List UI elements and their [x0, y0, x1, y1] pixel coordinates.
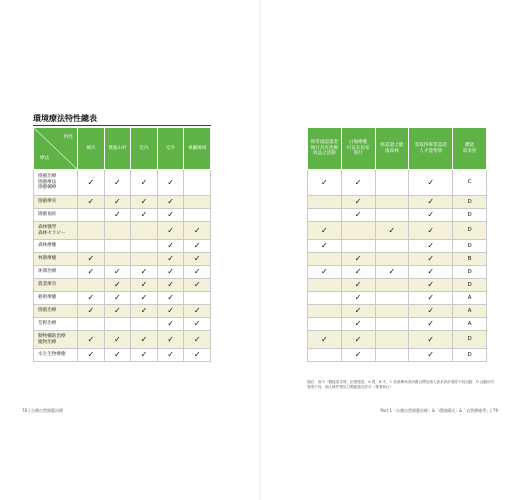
check-cell: ✓	[78, 253, 105, 266]
check-cell: ✓	[131, 196, 158, 209]
check-cell: ✓	[375, 222, 409, 240]
check-cell	[131, 222, 158, 240]
check-cell: ✓	[409, 266, 453, 279]
check-cell	[184, 196, 211, 209]
check-cell	[104, 318, 131, 331]
check-cell	[184, 209, 211, 222]
fitness-grade: C	[453, 170, 487, 196]
check-cell: ✓	[409, 318, 453, 331]
check-cell: ✓	[409, 209, 453, 222]
check-cell: ✓	[157, 253, 184, 266]
check-cell	[104, 222, 131, 240]
check-cell: ✓	[157, 266, 184, 279]
check-cell: ✓	[78, 292, 105, 305]
check-cell	[308, 209, 342, 222]
check-cell: ✓	[157, 318, 184, 331]
fitness-grade: D	[453, 209, 487, 222]
check-cell	[308, 318, 342, 331]
therapy-name: 藝術療癒	[34, 292, 78, 305]
check-cell: ✓	[104, 305, 131, 318]
table-footnote: 備註：表中「體能需求度」依照強度，A 強、B 中、C 依照參與者治療目標及個人需求設計強度不同活動、D 活動形式強度不同，個人條件帶出打體能強各許可（專業執行）	[307, 380, 495, 390]
fitness-grade: D	[453, 266, 487, 279]
check-cell: ✓	[104, 266, 131, 279]
table-row	[308, 196, 487, 209]
check-cell: ✓	[341, 170, 375, 196]
check-cell	[375, 253, 409, 266]
check-cell	[341, 240, 375, 253]
therapy-name: 林園療癒	[34, 253, 78, 266]
check-cell: ✓	[409, 240, 453, 253]
check-cell: ✓	[131, 209, 158, 222]
check-cell: ✓	[184, 266, 211, 279]
check-cell: ✓	[341, 253, 375, 266]
check-cell	[375, 305, 409, 318]
fitness-grade: D	[453, 331, 487, 349]
therapy-name: 休閒治療	[34, 266, 78, 279]
check-cell: ✓	[409, 253, 453, 266]
page-title: 環境療法特性總表	[33, 114, 97, 123]
table-row	[34, 279, 211, 292]
corner-label-attribute: 特性	[63, 135, 73, 140]
therapy-name: 森林療癒	[34, 240, 78, 253]
page-gutter	[258, 0, 262, 500]
check-cell: ✓	[78, 170, 105, 196]
therapy-name: 荒野治療	[34, 318, 78, 331]
check-cell: ✓	[184, 349, 211, 362]
check-cell: ✓	[184, 279, 211, 292]
check-cell: ✓	[375, 266, 409, 279]
check-cell: ✓	[104, 279, 131, 292]
therapy-name: 園藝治療	[34, 305, 78, 318]
fitness-grade: A	[453, 292, 487, 305]
col-header-dedicated: 專屬場域	[184, 128, 211, 170]
check-cell: ✓	[341, 331, 375, 349]
check-cell	[308, 305, 342, 318]
check-cell: ✓	[341, 279, 375, 292]
check-cell: ✓	[409, 279, 453, 292]
therapy-name: 園藝療育	[34, 196, 78, 209]
check-cell: ✓	[409, 170, 453, 196]
left-header-row	[34, 128, 211, 170]
check-cell: ✓	[341, 266, 375, 279]
check-cell: ✓	[104, 349, 131, 362]
table-row	[34, 196, 211, 209]
fitness-grade: A	[453, 305, 487, 318]
check-cell: ✓	[104, 292, 131, 305]
check-cell: ✓	[341, 349, 375, 362]
table-row	[308, 209, 487, 222]
check-cell	[78, 318, 105, 331]
col-header-fitness: 體能 需求度	[453, 128, 487, 170]
therapy-name: 水生生物療癒	[34, 349, 78, 362]
col-header-certified-forest: 經認證之健 康森林	[375, 128, 409, 170]
table-row	[308, 318, 487, 331]
fitness-grade: D	[453, 222, 487, 240]
check-cell	[131, 253, 158, 266]
check-cell: ✓	[184, 240, 211, 253]
table-row	[308, 349, 487, 362]
check-cell: ✓	[78, 266, 105, 279]
table-row	[34, 318, 211, 331]
table-row	[34, 349, 211, 362]
check-cell: ✓	[341, 305, 375, 318]
check-cell: ✓	[341, 196, 375, 209]
check-cell: ✓	[104, 170, 131, 196]
table-row	[308, 266, 487, 279]
check-cell: ✓	[157, 209, 184, 222]
right-header-row	[308, 128, 487, 170]
check-cell	[184, 170, 211, 196]
table-row	[34, 292, 211, 305]
table-row	[308, 292, 487, 305]
check-cell	[375, 318, 409, 331]
check-cell	[104, 240, 131, 253]
check-cell	[375, 196, 409, 209]
check-cell: ✓	[104, 209, 131, 222]
table-row	[34, 209, 211, 222]
table-row	[308, 253, 487, 266]
col-header-home: 日後療癒 可以在居家 執行	[341, 128, 375, 170]
check-cell	[308, 253, 342, 266]
col-header-outdoor: 室外	[157, 128, 184, 170]
check-cell: ✓	[409, 196, 453, 209]
check-cell: ✓	[157, 222, 184, 240]
check-cell: ✓	[341, 292, 375, 305]
table-row	[34, 305, 211, 318]
check-cell: ✓	[157, 240, 184, 253]
check-cell: ✓	[157, 305, 184, 318]
check-cell: ✓	[184, 305, 211, 318]
fitness-grade: D	[453, 279, 487, 292]
col-header-certified-activity: 經常規認證者 執行具有治療 效益之活動	[308, 128, 342, 170]
folio-right: Part 1「台灣自然園藝治療」&「環境療法」&「自然療癒學」| 79	[380, 408, 498, 413]
fitness-grade: A	[453, 318, 487, 331]
check-cell: ✓	[184, 222, 211, 240]
table-row	[308, 305, 487, 318]
col-header-indoor: 室內	[131, 128, 158, 170]
check-cell: ✓	[409, 331, 453, 349]
corner-label-therapy: 療法	[40, 156, 50, 162]
check-cell: ✓	[308, 240, 342, 253]
check-cell	[375, 209, 409, 222]
check-cell: ✓	[184, 318, 211, 331]
check-cell	[78, 240, 105, 253]
check-cell: ✓	[308, 170, 342, 196]
check-cell: ✓	[131, 292, 158, 305]
check-cell	[131, 318, 158, 331]
check-cell: ✓	[157, 279, 184, 292]
check-cell: ✓	[104, 331, 131, 349]
col-header-professional-lead: 需取得專業認證 人才能帶領	[409, 128, 453, 170]
check-cell: ✓	[308, 222, 342, 240]
table-row	[34, 331, 211, 349]
check-cell	[375, 170, 409, 196]
therapy-name: 森林醫學 森林セラピー	[34, 222, 78, 240]
table-row	[308, 170, 487, 196]
table-row	[308, 331, 487, 349]
check-cell: ✓	[131, 305, 158, 318]
check-cell: ✓	[78, 196, 105, 209]
check-cell: ✓	[157, 292, 184, 305]
therapy-table-right	[307, 127, 487, 362]
check-cell: ✓	[157, 331, 184, 349]
check-cell	[375, 349, 409, 362]
check-cell	[78, 222, 105, 240]
fitness-grade: D	[453, 240, 487, 253]
check-cell: ✓	[157, 349, 184, 362]
check-cell	[375, 331, 409, 349]
therapy-name: 農業療育	[34, 279, 78, 292]
check-cell: ✓	[131, 349, 158, 362]
therapy-name: 動物輔助治療 寵物治療	[34, 331, 78, 349]
fitness-grade: D	[453, 196, 487, 209]
check-cell: ✓	[104, 196, 131, 209]
check-cell: ✓	[157, 170, 184, 196]
check-cell	[375, 292, 409, 305]
table-row	[308, 222, 487, 240]
therapy-name: 園藝福祉	[34, 209, 78, 222]
table-row	[308, 279, 487, 292]
check-cell: ✓	[308, 266, 342, 279]
check-cell	[308, 349, 342, 362]
check-cell	[308, 196, 342, 209]
check-cell	[131, 240, 158, 253]
col-header-city: 城市	[78, 128, 105, 170]
check-cell: ✓	[409, 305, 453, 318]
check-cell: ✓	[341, 318, 375, 331]
fitness-grade: B	[453, 253, 487, 266]
table-row	[34, 266, 211, 279]
check-cell: ✓	[157, 196, 184, 209]
fitness-grade: D	[453, 349, 487, 362]
check-cell	[184, 292, 211, 305]
check-cell	[78, 209, 105, 222]
check-cell: ✓	[184, 253, 211, 266]
table-row	[34, 240, 211, 253]
check-cell: ✓	[409, 222, 453, 240]
table-row	[34, 253, 211, 266]
check-cell: ✓	[131, 266, 158, 279]
check-cell: ✓	[131, 170, 158, 196]
check-cell	[104, 253, 131, 266]
title-rule	[33, 125, 211, 126]
check-cell: ✓	[131, 279, 158, 292]
check-cell: ✓	[78, 349, 105, 362]
check-cell	[78, 279, 105, 292]
check-cell	[375, 240, 409, 253]
check-cell	[375, 279, 409, 292]
folio-left: 78 | 台灣自然園藝治療	[22, 408, 63, 413]
table-row	[34, 222, 211, 240]
check-cell	[341, 222, 375, 240]
check-cell: ✓	[184, 331, 211, 349]
therapy-name: 園藝治療 園藝療法 園藝輔療	[34, 170, 78, 196]
col-header-rural: 農漁山村	[104, 128, 131, 170]
table-row	[34, 170, 211, 196]
check-cell: ✓	[78, 331, 105, 349]
check-cell	[308, 292, 342, 305]
check-cell: ✓	[409, 349, 453, 362]
therapy-table-left	[33, 127, 211, 362]
check-cell: ✓	[78, 305, 105, 318]
corner-header	[34, 128, 78, 170]
check-cell	[308, 279, 342, 292]
check-cell: ✓	[409, 292, 453, 305]
check-cell: ✓	[341, 209, 375, 222]
table-row	[308, 240, 487, 253]
check-cell: ✓	[308, 331, 342, 349]
check-cell: ✓	[131, 331, 158, 349]
